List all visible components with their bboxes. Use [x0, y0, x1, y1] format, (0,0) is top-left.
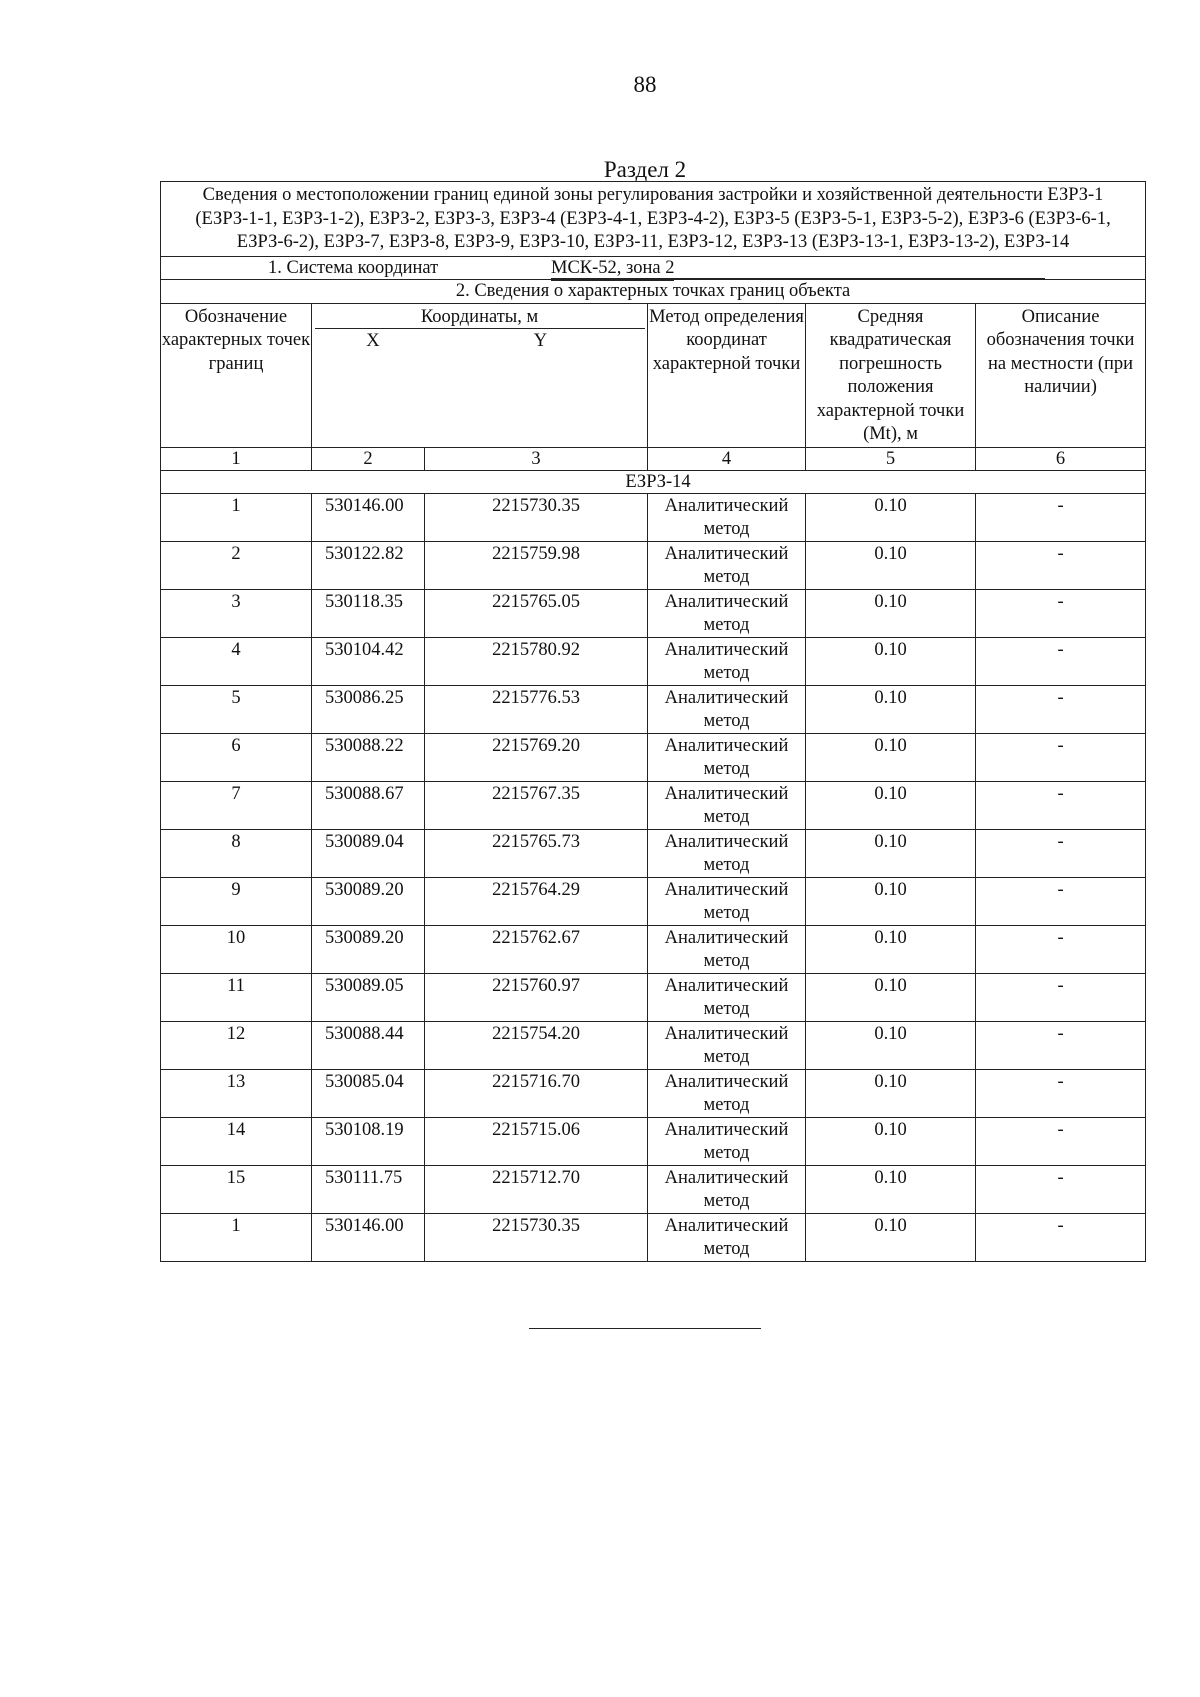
header-coordinates-title: Координаты, м — [315, 304, 645, 329]
point-number-cell: 1 — [161, 1213, 312, 1261]
y-coordinate-cell: 2215765.73 — [425, 829, 648, 877]
error-cell: 0.10 — [806, 973, 976, 1021]
method-cell: Аналитический метод — [648, 589, 806, 637]
description-cell: - — [976, 925, 1146, 973]
description-cell: - — [976, 829, 1146, 877]
method-cell: Аналитический метод — [648, 925, 806, 973]
error-cell: 0.10 — [806, 541, 976, 589]
table-row — [161, 829, 1146, 877]
x-coordinate-cell: 530089.04 — [312, 829, 425, 877]
table-row — [161, 973, 1146, 1021]
description-cell: - — [976, 1213, 1146, 1261]
error-cell: 0.10 — [806, 685, 976, 733]
header-y: Y — [533, 330, 548, 351]
point-number-cell: 9 — [161, 877, 312, 925]
point-number-cell: 1 — [161, 493, 312, 541]
error-cell: 0.10 — [806, 829, 976, 877]
table-row — [161, 1021, 1146, 1069]
table-row — [161, 685, 1146, 733]
y-coordinate-cell: 2215767.35 — [425, 781, 648, 829]
y-coordinate-cell: 2215780.92 — [425, 637, 648, 685]
x-coordinate-cell: 530089.20 — [312, 877, 425, 925]
point-number-cell: 5 — [161, 685, 312, 733]
error-cell: 0.10 — [806, 877, 976, 925]
x-coordinate-cell: 530122.82 — [312, 541, 425, 589]
header-error: Средняя квадратическая погрешность положения характерной точки (Mt), м — [806, 303, 976, 447]
table-row — [161, 877, 1146, 925]
y-coordinate-cell: 2215715.06 — [425, 1117, 648, 1165]
boundary-points-table — [160, 181, 1146, 1262]
table-row — [161, 925, 1146, 973]
coord-system-label: 1. Система координат — [268, 257, 439, 278]
point-number-cell: 13 — [161, 1069, 312, 1117]
column-number: 2 — [312, 447, 425, 470]
x-coordinate-cell: 530085.04 — [312, 1069, 425, 1117]
coord-system-row — [161, 256, 1146, 279]
method-cell: Аналитический метод — [648, 685, 806, 733]
x-coordinate-cell: 530088.22 — [312, 733, 425, 781]
point-number-cell: 12 — [161, 1021, 312, 1069]
x-coordinate-cell: 530111.75 — [312, 1165, 425, 1213]
error-cell: 0.10 — [806, 637, 976, 685]
coord-system-value — [551, 257, 1045, 279]
description-cell: - — [976, 781, 1146, 829]
header-designation: Обозначение характерных точек границ — [161, 303, 312, 447]
column-number: 6 — [976, 447, 1146, 470]
y-coordinate-cell: 2215776.53 — [425, 685, 648, 733]
zone-name: ЕЗРЗ-14 — [161, 470, 1146, 493]
description-cell: - — [976, 877, 1146, 925]
method-cell: Аналитический метод — [648, 1021, 806, 1069]
point-number-cell: 4 — [161, 637, 312, 685]
y-coordinate-cell: 2215759.98 — [425, 541, 648, 589]
y-coordinate-cell: 2215765.05 — [425, 589, 648, 637]
footer-rule — [529, 1328, 761, 1329]
y-coordinate-cell: 2215762.67 — [425, 925, 648, 973]
method-cell: Аналитический метод — [648, 733, 806, 781]
description-cell: - — [976, 685, 1146, 733]
point-number-cell: 7 — [161, 781, 312, 829]
error-cell: 0.10 — [806, 1021, 976, 1069]
description-cell: - — [976, 1021, 1146, 1069]
description-cell: - — [976, 493, 1146, 541]
column-number: 1 — [161, 447, 312, 470]
page-number: 88 — [633, 72, 657, 97]
description-cell: - — [976, 733, 1146, 781]
x-coordinate-cell: 530089.05 — [312, 973, 425, 1021]
error-cell: 0.10 — [806, 733, 976, 781]
x-coordinate-cell: 530088.44 — [312, 1021, 425, 1069]
method-cell: Аналитический метод — [648, 1117, 806, 1165]
method-cell: Аналитический метод — [648, 1165, 806, 1213]
column-number: 5 — [806, 447, 976, 470]
table-row — [161, 1165, 1146, 1213]
y-coordinate-cell: 2215712.70 — [425, 1165, 648, 1213]
method-cell: Аналитический метод — [648, 1069, 806, 1117]
coord-system-value-text: МСК-52, зона 2 — [551, 257, 674, 281]
description-cell: - — [976, 541, 1146, 589]
point-number-cell: 2 — [161, 541, 312, 589]
description-cell: - — [976, 1069, 1146, 1117]
point-number-cell: 10 — [161, 925, 312, 973]
y-coordinate-cell: 2215730.35 — [425, 1213, 648, 1261]
point-number-cell: 15 — [161, 1165, 312, 1213]
column-number: 3 — [425, 447, 648, 470]
y-coordinate-cell: 2215754.20 — [425, 1021, 648, 1069]
column-number: 4 — [648, 447, 806, 470]
table-row — [161, 733, 1146, 781]
x-coordinate-cell: 530146.00 — [312, 1213, 425, 1261]
method-cell: Аналитический метод — [648, 781, 806, 829]
table-row — [161, 541, 1146, 589]
table-row — [161, 1213, 1146, 1261]
method-cell: Аналитический метод — [648, 541, 806, 589]
table-row — [161, 637, 1146, 685]
point-number-cell: 6 — [161, 733, 312, 781]
table-row — [161, 589, 1146, 637]
description-cell: - — [976, 1117, 1146, 1165]
point-number-cell: 3 — [161, 589, 312, 637]
y-coordinate-cell: 2215730.35 — [425, 493, 648, 541]
x-coordinate-cell: 530086.25 — [312, 685, 425, 733]
error-cell: 0.10 — [806, 781, 976, 829]
error-cell: 0.10 — [806, 1069, 976, 1117]
points-section-title: 2. Сведения о характерных точках границ объекта — [161, 279, 1146, 303]
method-cell: Аналитический метод — [648, 493, 806, 541]
method-cell: Аналитический метод — [648, 877, 806, 925]
method-cell: Аналитический метод — [648, 973, 806, 1021]
header-coordinates — [312, 303, 648, 447]
description-cell: - — [976, 973, 1146, 1021]
description-cell: - — [976, 1165, 1146, 1213]
method-cell: Аналитический метод — [648, 829, 806, 877]
x-coordinate-cell: 530088.67 — [312, 781, 425, 829]
error-cell: 0.10 — [806, 1213, 976, 1261]
table-row — [161, 493, 1146, 541]
header-x: X — [366, 330, 380, 351]
point-number-cell: 14 — [161, 1117, 312, 1165]
y-coordinate-cell: 2215716.70 — [425, 1069, 648, 1117]
error-cell: 0.10 — [806, 1165, 976, 1213]
x-coordinate-cell: 530118.35 — [312, 589, 425, 637]
error-cell: 0.10 — [806, 589, 976, 637]
point-number-cell: 11 — [161, 973, 312, 1021]
description-cell: - — [976, 637, 1146, 685]
description-cell: - — [976, 589, 1146, 637]
table-row — [161, 1069, 1146, 1117]
x-coordinate-cell: 530146.00 — [312, 493, 425, 541]
y-coordinate-cell: 2215760.97 — [425, 973, 648, 1021]
point-number-cell: 8 — [161, 829, 312, 877]
y-coordinate-cell: 2215769.20 — [425, 733, 648, 781]
x-coordinate-cell: 530089.20 — [312, 925, 425, 973]
x-coordinate-cell: 530108.19 — [312, 1117, 425, 1165]
section-title: Раздел 2 — [603, 157, 687, 182]
x-coordinate-cell: 530104.42 — [312, 637, 425, 685]
error-cell: 0.10 — [806, 925, 976, 973]
method-cell: Аналитический метод — [648, 637, 806, 685]
zone-description: Сведения о местоположении границ единой зоны регулирования застройки и хозяйственной деятельности ЕЗРЗ-1 (ЕЗРЗ-1-1, ЕЗРЗ-1-2), ЕЗРЗ-2, ЕЗРЗ-3, ЕЗРЗ-4 (ЕЗРЗ-4-1, ЕЗРЗ-4-2), ЕЗРЗ-5 (ЕЗРЗ-5-1, ЕЗРЗ-5-2), ЕЗРЗ-6 (ЕЗРЗ-6-1, ЕЗРЗ-6-2), ЕЗРЗ-7, ЕЗРЗ-8, ЕЗРЗ-9, ЕЗРЗ-10, ЕЗРЗ-11, ЕЗРЗ-12, ЕЗРЗ-13 (ЕЗРЗ-13-1, ЕЗРЗ-13-2), ЕЗРЗ-14 — [161, 182, 1146, 257]
column-numbers-row — [161, 447, 1146, 470]
y-coordinate-cell: 2215764.29 — [425, 877, 648, 925]
table-row — [161, 1117, 1146, 1165]
method-cell: Аналитический метод — [648, 1213, 806, 1261]
error-cell: 0.10 — [806, 1117, 976, 1165]
header-description: Описание обозначения точки на местности (при наличии) — [976, 303, 1146, 447]
error-cell: 0.10 — [806, 493, 976, 541]
table-row — [161, 781, 1146, 829]
header-method: Метод определения координат характерной точки — [648, 303, 806, 447]
